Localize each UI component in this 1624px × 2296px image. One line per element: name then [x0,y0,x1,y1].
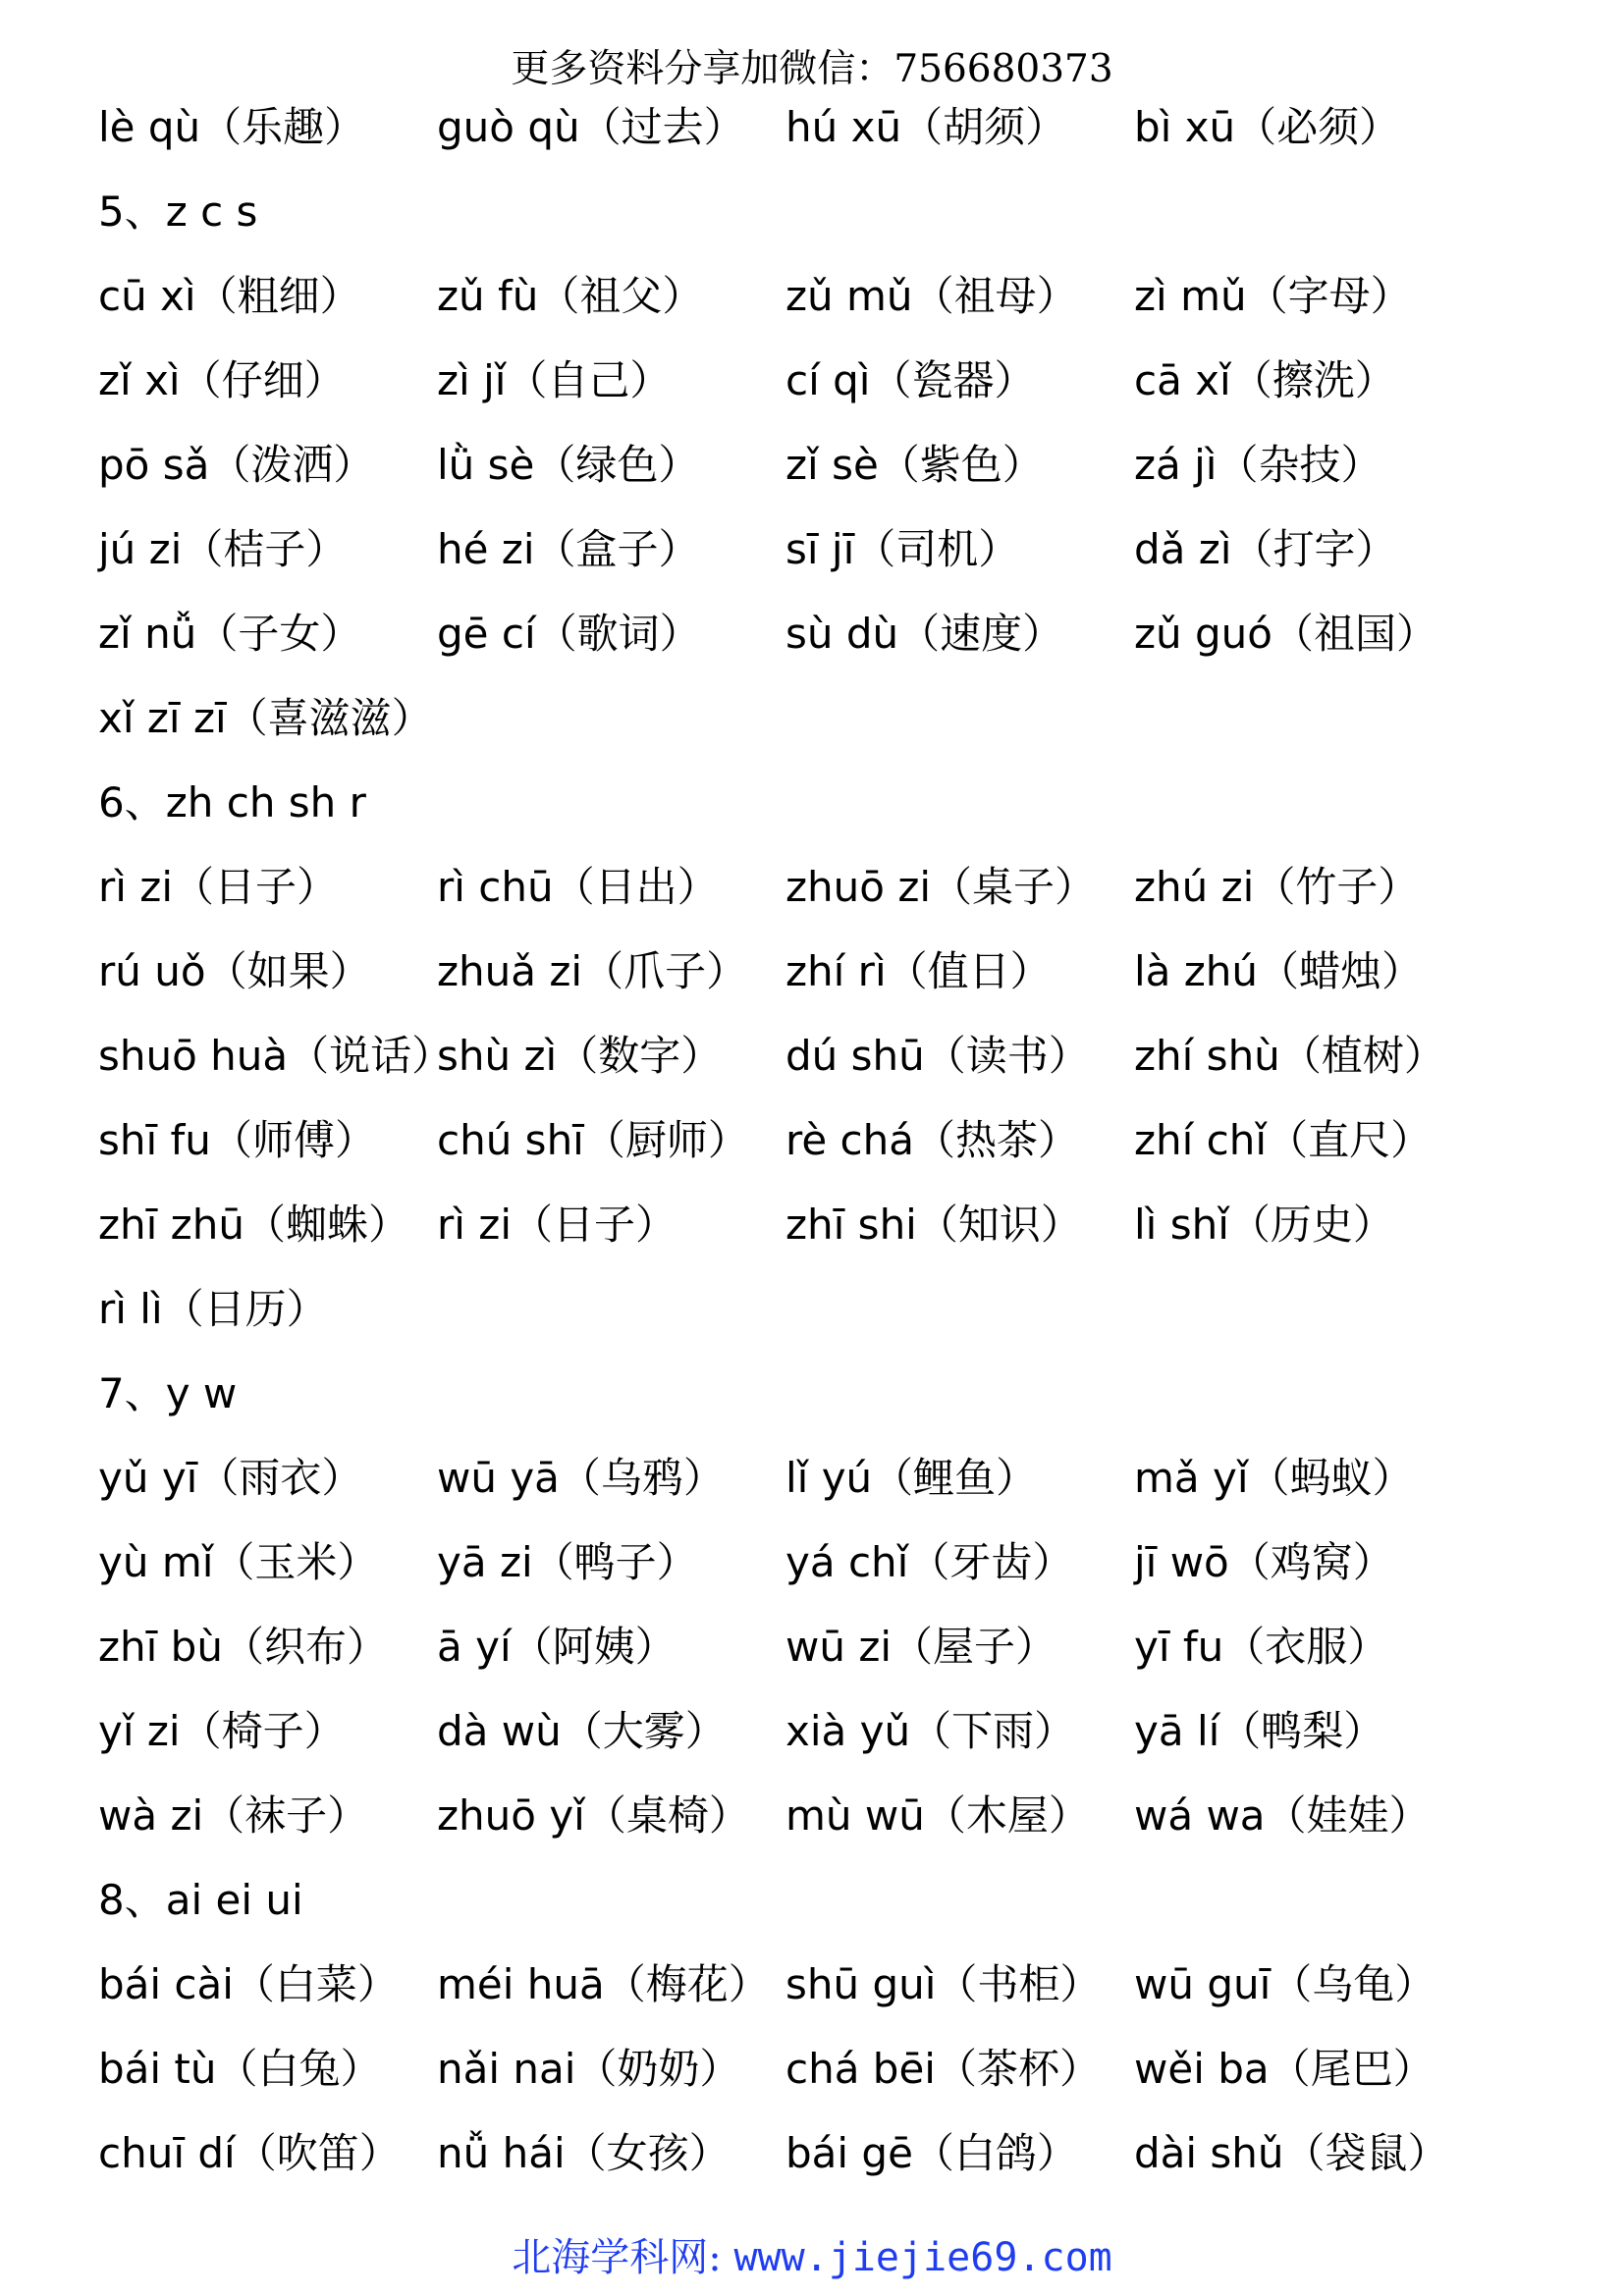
hanzi: （袋鼠） [1283,2129,1449,2177]
hanzi: （鸭梨） [1219,1707,1385,1755]
hanzi: （乌龟） [1271,1960,1436,2008]
hanzi: （厨师） [583,1116,749,1164]
pinyin: rì lì [98,1285,163,1333]
word-entry [1134,1789,1431,1843]
hanzi: （泼洒） [209,441,375,489]
word-entry [1134,860,1419,915]
word-entry [1134,1198,1394,1253]
word-entry [98,1282,328,1337]
hanzi: （奶奶） [575,2045,741,2093]
pinyin: zhī shi [785,1201,917,1249]
word-row [98,353,1571,438]
word-entry [98,2042,382,2097]
word-entry [98,438,374,493]
word-entry [437,1620,677,1675]
word-entry [98,1451,362,1506]
page-header: 更多资料分享加微信：756680373 [511,47,1113,91]
hanzi: （瓷器） [870,356,1036,404]
hanzi: （歌词） [535,610,701,658]
word-row [98,1704,1571,1789]
pinyin: shū guì [785,1960,937,2008]
hanzi: （日子） [512,1201,677,1249]
hanzi: （数字） [557,1032,723,1080]
word-entry [1134,438,1382,493]
word-entry [437,607,701,662]
pinyin: ā yí [437,1623,512,1671]
pinyin: yǔ yī [98,1454,198,1502]
hanzi: （打字） [1231,525,1397,573]
pinyin: wěi ba [1134,2045,1270,2093]
word-entry [785,353,1035,408]
pinyin: bái gē [785,2129,913,2177]
word-entry [437,1451,725,1506]
hanzi: （女孩） [565,2129,731,2177]
pinyin: pō sǎ [98,441,210,489]
word-entry [785,607,1063,662]
word-entry [98,1535,378,1590]
hanzi: （乌鸦） [559,1454,725,1502]
pinyin: wà zi [98,1791,204,1840]
word-entry [785,944,1052,999]
word-entry [1134,522,1396,577]
word-entry [98,100,365,155]
hanzi: （字母） [1246,272,1412,320]
word-entry [1134,1113,1432,1168]
pinyin: sī jī [785,525,855,573]
word-entry [785,1535,1073,1590]
word-entry [437,2042,740,2097]
word-entry [1134,1620,1388,1675]
word-entry [785,438,1044,493]
word-entry [437,1198,677,1253]
hanzi: （子女） [196,610,362,658]
hanzi: （盒子） [534,525,700,573]
pinyin: bái cài [98,1960,234,2008]
pinyin: méi huā [437,1960,605,2008]
hanzi: （速度） [898,610,1064,658]
word-entry [437,1029,722,1084]
pinyin: dài shǔ [1134,2129,1284,2177]
pinyin: dà wù [437,1707,562,1755]
hanzi: （读书） [924,1032,1090,1080]
hanzi: （必须） [1235,103,1401,151]
pinyin: yī fu [1134,1623,1224,1671]
hanzi: （吹笛） [235,2129,401,2177]
pinyin: mù wū [785,1791,925,1840]
pinyin: wá wa [1134,1791,1266,1840]
word-row [98,1282,1571,1366]
word-entry [785,2042,1101,2097]
word-entry [98,1198,409,1253]
word-row [98,1113,1571,1198]
pinyin: zǐ sè [785,441,879,489]
hanzi: （祖母） [912,272,1078,320]
pinyin: zhuǎ zi [437,947,583,995]
hanzi: （爪子） [582,947,748,995]
hanzi: （仔细） [180,356,346,404]
hanzi: （衣服） [1223,1623,1389,1671]
pinyin: hé zi [437,525,535,573]
pinyin: zì mǔ [1134,272,1247,320]
pinyin: rì zi [437,1201,513,1249]
pinyin: zhí shù [1134,1032,1280,1080]
pinyin: jú zi [98,525,183,573]
hanzi: （粗细） [195,272,361,320]
word-row [98,2042,1571,2126]
pinyin: zǔ mǔ [785,272,913,320]
pinyin: cí qì [785,356,871,404]
hanzi: （擦洗） [1230,356,1396,404]
section-heading: 7、y w [98,1369,238,1417]
pinyin: xǐ zī zī [98,694,227,742]
hanzi: （织布） [222,1623,388,1671]
pinyin: shuō huà [98,1032,289,1080]
pinyin: zì jǐ [437,356,507,404]
hanzi: （白菜） [233,1960,399,2008]
hanzi: （桔子） [182,525,348,573]
hanzi: （日子） [173,863,339,911]
hanzi: （桌椅） [584,1791,750,1840]
word-entry [98,1704,346,1759]
word-entry [437,1957,770,2012]
word-entry [1134,1451,1414,1506]
hanzi: （屋子） [892,1623,1057,1671]
hanzi: （茶杯） [935,2045,1101,2093]
pinyin: wū guī [1134,1960,1272,2008]
hanzi: （下雨） [910,1707,1076,1755]
word-entry [785,1029,1090,1084]
pinyin: nǎi nai [437,2045,576,2093]
section-heading: 8、ai ei ui [98,1876,303,1924]
word-entry [98,944,371,999]
pinyin: lì shǐ [1134,1201,1229,1249]
word-row [98,691,1571,775]
word-entry [1134,269,1412,324]
footer-site-name: 北海学科网: [512,2235,722,2280]
hanzi: （书柜） [936,1960,1102,2008]
word-row [98,1620,1571,1704]
pinyin: cū xì [98,272,196,320]
word-entry [785,100,1066,155]
pinyin: bì xū [1134,103,1236,151]
hanzi: （植树） [1279,1032,1445,1080]
pinyin: rì zi [98,863,174,911]
word-entry [437,1113,749,1168]
word-entry [785,1198,1082,1253]
pinyin: yā zi [437,1538,533,1586]
pinyin: xià yǔ [785,1707,911,1755]
pinyin: guò qù [437,103,580,151]
word-row [98,1535,1571,1620]
pinyin: gē cí [437,610,536,658]
pinyin: shī fu [98,1116,211,1164]
word-entry [437,860,719,915]
pinyin: rú uǒ [98,947,206,995]
word-entry [437,353,671,408]
hanzi: （自己） [506,356,672,404]
pinyin: zǔ guó [1134,610,1272,658]
word-entry [437,944,747,999]
hanzi: （椅子） [180,1707,346,1755]
hanzi: （阿姨） [511,1623,677,1671]
word-row [98,944,1571,1029]
pinyin: zhī zhū [98,1201,244,1249]
hanzi: （桌子） [931,863,1097,911]
hanzi: （木屋） [924,1791,1090,1840]
hanzi: （蜡烛） [1258,947,1424,995]
word-row [98,2126,1571,2211]
word-entry [785,2126,1078,2181]
hanzi: （白鸽） [912,2129,1078,2177]
hanzi: （蚂蚁） [1248,1454,1414,1502]
word-entry [785,1620,1056,1675]
pinyin: wū zi [785,1623,893,1671]
pinyin: yù mǐ [98,1538,214,1586]
hanzi: （过去） [579,103,745,151]
hanzi: （祖国） [1272,610,1438,658]
word-row [98,522,1571,607]
pinyin: zhí chǐ [1134,1116,1268,1164]
hanzi: （尾巴） [1269,2045,1435,2093]
word-entry [785,1451,1037,1506]
pinyin: dú shū [785,1032,925,1080]
word-entry [98,1113,376,1168]
word-entry [1134,1704,1384,1759]
hanzi: （司机） [854,525,1020,573]
pinyin: zhuō yǐ [437,1791,585,1840]
section-heading: 5、z c s [98,187,258,236]
word-entry [785,1704,1075,1759]
pinyin: chá bēi [785,2045,936,2093]
word-entry [98,269,361,324]
word-entry [1134,353,1396,408]
pinyin: zǔ fù [437,272,539,320]
hanzi: （祖父） [538,272,704,320]
word-entry [1134,607,1437,662]
hanzi: （杂技） [1217,441,1382,489]
word-entry [98,607,361,662]
word-row [98,438,1571,522]
word-entry [785,269,1078,324]
hanzi: （紫色） [878,441,1044,489]
hanzi: （鸡窝） [1228,1538,1394,1586]
word-entry [98,353,346,408]
word-entry [437,1789,750,1843]
word-entry [1134,944,1423,999]
word-entry [98,860,338,915]
hanzi: （牙齿） [908,1538,1074,1586]
pinyin: zhí rì [785,947,887,995]
pinyin: yā lí [1134,1707,1220,1755]
word-entry [98,2126,401,2181]
pinyin: yá chǐ [785,1538,909,1586]
word-entry [98,1957,399,2012]
hanzi: （如果） [205,947,371,995]
pinyin: lè qù [98,103,201,151]
word-entry [98,522,347,577]
footer-url: www.jiejie69.com [733,2235,1112,2280]
word-entry [1134,2126,1449,2181]
word-row [98,1957,1571,2042]
pinyin: zhú zi [1134,863,1255,911]
hanzi: （蜘蛛） [244,1201,409,1249]
hanzi: （胡须） [901,103,1067,151]
pinyin: zhī bù [98,1623,223,1671]
hanzi: （鸭子） [532,1538,698,1586]
word-entry [785,860,1096,915]
pinyin: wū yā [437,1454,560,1502]
word-entry [1134,2042,1435,2097]
pinyin: cā xǐ [1134,356,1231,404]
pinyin: zǐ nǚ [98,610,197,658]
hanzi: （大雾） [561,1707,727,1755]
hanzi: （师傅） [210,1116,376,1164]
hanzi: （鲤鱼） [872,1454,1038,1502]
word-row [98,1451,1571,1535]
hanzi: （雨衣） [197,1454,363,1502]
word-row [98,1029,1571,1113]
hanzi: （历史） [1228,1201,1394,1249]
word-entry [1134,100,1400,155]
hanzi: （值日） [886,947,1052,995]
hanzi: （知识） [916,1201,1082,1249]
word-entry [785,1789,1090,1843]
pinyin: là zhú [1134,947,1259,995]
word-entry [785,522,1019,577]
hanzi: （娃娃） [1265,1791,1431,1840]
word-entry [437,438,699,493]
word-entry [98,1029,453,1084]
word-entry [785,1113,1079,1168]
word-entry [437,1535,698,1590]
pinyin: bái tù [98,2045,217,2093]
pinyin: lǜ sè [437,441,535,489]
pinyin: jī wō [1134,1538,1229,1586]
hanzi: （竹子） [1254,863,1420,911]
word-entry [1134,1957,1435,2012]
hanzi: （梅花） [604,1960,770,2008]
word-row [98,269,1571,353]
word-entry [437,269,703,324]
pinyin: zá jì [1134,441,1218,489]
word-row [98,607,1571,691]
hanzi: （袜子） [203,1791,369,1840]
pinyin: hú xū [785,103,902,151]
word-row [98,1198,1571,1282]
word-entry [437,522,700,577]
pinyin: rì chū [437,863,554,911]
word-entry [785,1957,1101,2012]
word-row [98,100,1571,185]
page-footer [0,2233,1624,2282]
pinyin: sù dù [785,610,899,658]
hanzi: （直尺） [1267,1116,1433,1164]
word-entry [437,2126,731,2181]
word-entry [1134,1029,1445,1084]
word-entry [98,1620,388,1675]
pinyin: nǚ hái [437,2129,566,2177]
hanzi: （日历） [162,1285,328,1333]
word-row [98,860,1571,944]
hanzi: （日出） [553,863,719,911]
hanzi: （玉米） [213,1538,379,1586]
word-entry [1134,1535,1394,1590]
pinyin: chú shī [437,1116,584,1164]
pinyin: rè chá [785,1116,914,1164]
pinyin: shù zì [437,1032,558,1080]
word-entry [98,1789,368,1843]
hanzi: （喜滋滋） [226,694,433,742]
vocabulary-list [98,100,1571,2211]
pinyin: dǎ zì [1134,525,1232,573]
pinyin: zǐ xì [98,356,181,404]
hanzi: （白兔） [216,2045,382,2093]
word-entry [437,100,745,155]
hanzi: （说话） [288,1032,454,1080]
pinyin: mǎ yǐ [1134,1454,1249,1502]
section-heading: 6、zh ch sh r [98,778,366,827]
hanzi: （乐趣） [200,103,366,151]
pinyin: zhuō zi [785,863,932,911]
hanzi: （热茶） [913,1116,1079,1164]
word-row [98,1789,1571,1873]
word-entry [98,691,433,746]
word-entry [437,1704,727,1759]
pinyin: yǐ zi [98,1707,181,1755]
pinyin: chuī dí [98,2129,236,2177]
pinyin: lǐ yú [785,1454,873,1502]
hanzi: （绿色） [534,441,700,489]
